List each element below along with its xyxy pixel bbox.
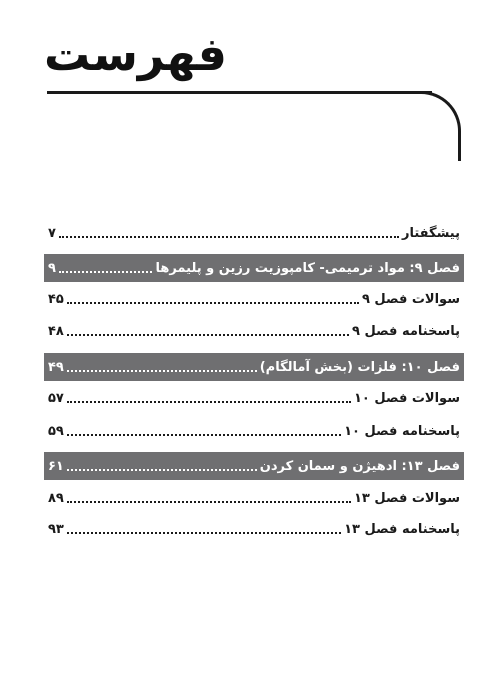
toc-label: پاسخنامه فصل ۱۰ bbox=[344, 423, 460, 439]
toc-row-answers-10[interactable] bbox=[44, 417, 464, 445]
toc-page-number: ۹ bbox=[48, 260, 56, 276]
toc-row-preface[interactable] bbox=[44, 219, 464, 247]
toc-label: فصل ۱۰: فلزات (بخش آمالگام) bbox=[259, 359, 460, 375]
dot-leader bbox=[67, 302, 359, 304]
toc-page-number: ۷ bbox=[48, 225, 56, 241]
toc-page-number: ۴۹ bbox=[48, 359, 64, 375]
dot-leader bbox=[67, 434, 341, 436]
toc-label: فصل ۱۳: ادهیژن و سمان کردن bbox=[259, 458, 460, 474]
dot-leader bbox=[67, 532, 341, 534]
toc-label: سوالات فصل ۹ bbox=[361, 291, 460, 307]
toc-page-number: ۵۷ bbox=[48, 390, 64, 406]
toc-row-answers-9[interactable] bbox=[44, 317, 464, 345]
toc-row-chapter-10[interactable] bbox=[44, 353, 464, 381]
toc-label: سوالات فصل ۱۰ bbox=[354, 390, 460, 406]
toc-page-number: ۴۵ bbox=[48, 291, 64, 307]
toc-label: پاسخنامه فصل ۱۳ bbox=[344, 521, 460, 537]
toc-page-number: ۶۱ bbox=[48, 458, 64, 474]
title-underline-curve bbox=[420, 91, 461, 161]
toc-row-chapter-9[interactable] bbox=[44, 254, 464, 282]
toc-label: پیشگفتار bbox=[401, 225, 460, 241]
toc-page-number: ۸۹ bbox=[48, 490, 64, 506]
toc-label: فصل ۹: مواد ترمیمی- کامپوزیت رزین و پلیمرها bbox=[155, 260, 460, 276]
toc-label: سوالات فصل ۱۳ bbox=[354, 490, 460, 506]
toc-row-questions-9[interactable] bbox=[44, 285, 464, 313]
toc-label: پاسخنامه فصل ۹ bbox=[352, 323, 460, 339]
dot-leader bbox=[59, 236, 399, 238]
dot-leader bbox=[67, 334, 349, 336]
toc-page-number: ۹۳ bbox=[48, 521, 64, 537]
dot-leader bbox=[67, 501, 351, 503]
title-underline bbox=[47, 91, 432, 94]
toc-row-answers-13[interactable] bbox=[44, 515, 464, 543]
page-title: فهرست bbox=[44, 27, 228, 81]
dot-leader bbox=[67, 370, 257, 372]
toc-page-number: ۵۹ bbox=[48, 423, 64, 439]
dot-leader bbox=[59, 271, 153, 273]
toc-page-number: ۴۸ bbox=[48, 323, 64, 339]
toc-row-chapter-13[interactable] bbox=[44, 452, 464, 480]
toc-row-questions-13[interactable] bbox=[44, 484, 464, 512]
dot-leader bbox=[67, 401, 351, 403]
toc-row-questions-10[interactable] bbox=[44, 384, 464, 412]
dot-leader bbox=[67, 469, 257, 471]
